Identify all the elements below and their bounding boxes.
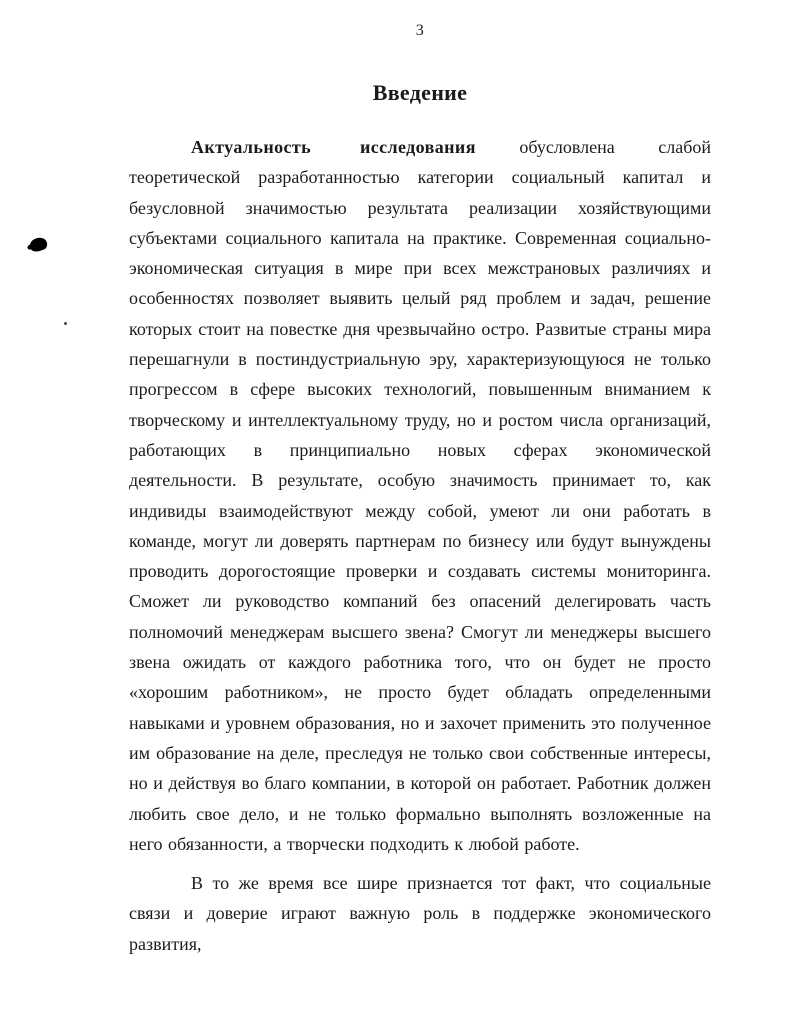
paragraph-1-bold-lead: Актуальность исследования (191, 137, 476, 157)
paragraph-1 (129, 132, 711, 859)
page-number: 3 (415, 22, 425, 39)
scan-dot-artifact (64, 322, 67, 325)
page-content (129, 22, 711, 959)
ink-blot-artifact (28, 236, 48, 254)
section-title: Введение (372, 80, 468, 105)
paragraph-1-text: обусловлена слабой теоретической разработанностью категории социальный капитал и безусловной значимостью результата реализации хозяйствующими субъектами социального капитала на практике. Современная социально-экономическая ситуация в мире при всех межстрановых различиях и особенностях позволяет выявить целый ряд проблем и задач, решение которых стоит на повестке дня чрезвычайно остро. Развитые страны мира перешагнули в постиндустриальную эру, характеризующуюся не только прогрессом в сфере высоких технологий, повышенным вниманием к творческому и интеллектуальному труду, но и ростом числа организаций, работающих в принципиально новых сферах экономической деятельности. В результате, особую значимость принимает то, как индивиды взаимодействуют между собой, умеют ли они работать в команде, могут ли доверять партнерам по бизнесу или будут вынуждены проводить дорогостоящие проверки и создавать системы мониторинга. Сможет ли руководство компаний без опасений делегировать часть полномочий менеджерам высшего звена? Смогут ли менеджеры высшего звена ожидать от каждого работника того, что он будет не просто «хорошим работником», не просто будет обладать определенными навыками и уровнем образования, но и захочет применить это полученное им образование на деле, преследуя не только свои собственные интересы, но и действуя во благо компании, в которой он работает. Работник должен любить свое дело, и не только формально выполнять возложенные на него обязанности, а творчески подходить к любой работе. (129, 137, 711, 854)
paragraph-2-text: В то же время все шире признается тот факт, что социальные связи и доверие играют важную роль в поддержке экономического развития, (129, 873, 711, 954)
paragraph-2 (129, 868, 711, 959)
